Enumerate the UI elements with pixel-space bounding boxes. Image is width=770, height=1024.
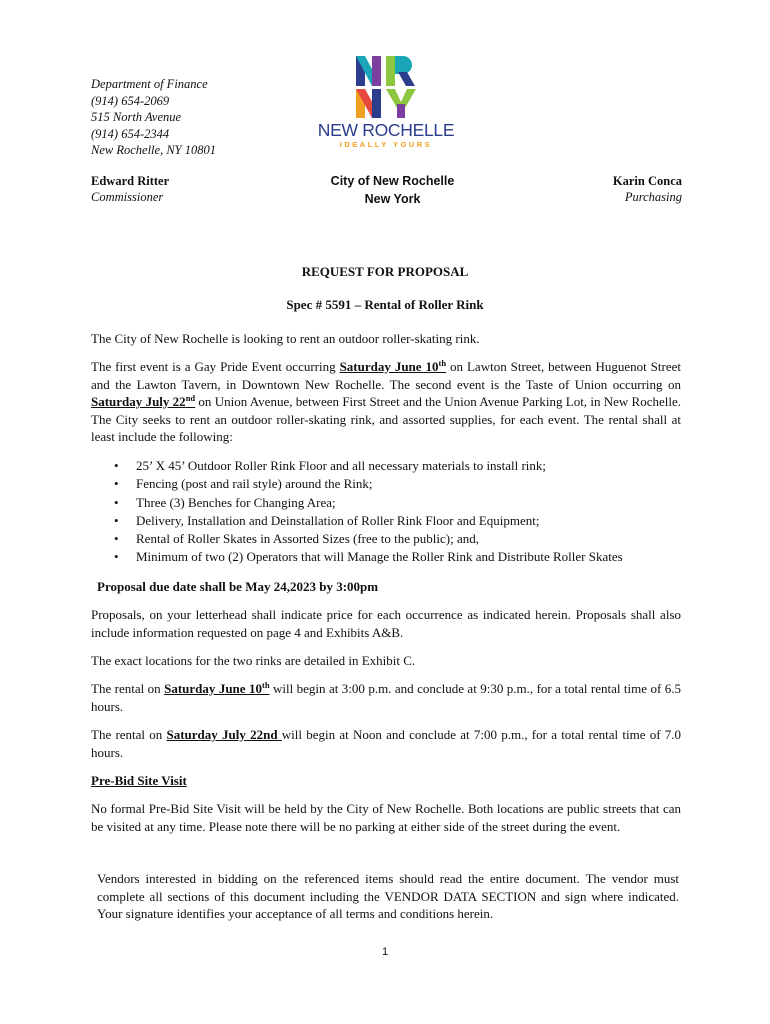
list-item: [106, 475, 686, 493]
prebid-heading-text: Pre-Bid Site Visit: [91, 773, 187, 788]
intro-paragraph: The City of New Rochelle is looking to rent an outdoor roller-skating rink.: [91, 331, 480, 346]
bullet-icon: •: [114, 494, 119, 510]
events-text: on Lawton Street, between Huguenot Street and the Lawton Tavern, in Downtown New Rochelle. The second event is the Taste of Union occurring on: [91, 359, 681, 392]
address-line: (914) 654-2344: [91, 126, 170, 141]
address-line: Department of Finance: [91, 77, 208, 91]
rental-date-1: [164, 681, 269, 696]
proposals-paragraph: Proposals, on your letterhead shall indicate price for each occurrence as indicated herein. Proposals shall also include information requested on page 4 and Exhibits A&B.: [91, 607, 681, 640]
list-item-text: Rental of Roller Skates in Assorted Sizes (free to the public); and,: [136, 531, 479, 547]
events-text: on Union Avenue, between First Street and the Union Avenue Parking Lot, in New Rochelle. The City seeks to rent an outdoor roller-skating rink, and assorted supplies, for each event. The rental shall at least include the following:: [91, 394, 681, 444]
rental-requirements-list: [106, 457, 686, 567]
city-heading: [300, 172, 485, 208]
purchasing-title: Purchasing: [624, 190, 682, 204]
new-rochelle-logo: [316, 54, 456, 150]
purchasing-name: Karin Conca: [612, 174, 682, 188]
commissioner-title: Commissioner: [91, 190, 164, 204]
event-date-2-text: Saturday July 22: [91, 394, 186, 409]
ordinal-suffix: nd: [185, 393, 196, 403]
prebid-heading: [91, 772, 681, 790]
city-name: City of New Rochelle: [330, 174, 455, 188]
state-name: New York: [364, 192, 421, 206]
address-line: 515 North Avenue: [91, 110, 182, 124]
bullet-icon: •: [114, 549, 119, 565]
nrny-logo-mark: [316, 54, 456, 120]
ordinal-suffix: th: [438, 358, 447, 368]
events-paragraph: [91, 358, 681, 446]
list-item: [106, 548, 686, 566]
rental-june-paragraph: [91, 680, 681, 715]
rental-july-paragraph: [91, 726, 681, 761]
address-line: (914) 654-2069: [91, 93, 170, 108]
bullet-icon: •: [114, 512, 119, 528]
spec-title: Spec # 5591 – Rental of Roller Rink: [286, 297, 484, 312]
rental-date-1-text: Saturday June 10: [164, 681, 262, 696]
bullet-icon: •: [114, 476, 119, 492]
rental-text: The rental on: [91, 727, 167, 742]
bullet-icon: •: [114, 531, 119, 547]
rental-text: The rental on: [91, 681, 165, 696]
logo-wordmark: NEW ROCHELLE: [317, 120, 455, 140]
bullet-icon: •: [114, 458, 119, 473]
rental-text: will begin at Noon and conclude at 7:00 p.m., for a total rental time of 7.0 hours.: [91, 727, 682, 760]
events-text: The first event is a Gay Pride Event occurring: [91, 359, 340, 374]
event-date-1-text: Saturday June 10: [339, 359, 439, 374]
event-date-1: [340, 359, 447, 374]
rental-text: will begin at 3:00 p.m. and conclude at 9:30 p.m., for a total rental time of 6.5 hours.: [91, 681, 681, 714]
list-item-text: 25’ X 45’ Outdoor Roller Rink Floor and all necessary materials to install rink;: [136, 458, 547, 473]
list-item-text: Minimum of two (2) Operators that will Manage the Roller Rink and Distribute Roller Skates: [136, 549, 623, 565]
address-line: New Rochelle, NY 10801: [91, 143, 216, 157]
commissioner-name: Edward Ritter: [91, 174, 170, 188]
list-item: [106, 457, 686, 475]
list-item: [106, 494, 686, 512]
list-item-text: Delivery, Installation and Deinstallation of Roller Rink Floor and Equipment;: [136, 512, 540, 528]
document-title: REQUEST FOR PROPOSAL: [301, 264, 469, 279]
page-number: 1: [381, 946, 389, 958]
rental-date-2: Saturday July 22nd: [166, 727, 282, 742]
purchasing-block: [560, 173, 682, 205]
logo-tagline: IDEALLY YOURS: [339, 140, 433, 149]
prebid-paragraph: No formal Pre-Bid Site Visit will be held by the City of New Rochelle. Both locations are public streets that can be visited at any time. Please note there will be no parking at either side of the street during the event.: [91, 801, 681, 834]
list-item-text: Three (3) Benches for Changing Area;: [136, 494, 336, 510]
department-address-block: [91, 76, 216, 159]
event-date-2: [91, 394, 195, 409]
list-item-text: Fencing (post and rail style) around the Rink;: [136, 476, 373, 492]
list-item: [106, 530, 686, 548]
list-item: [106, 512, 686, 530]
commissioner-block: [91, 173, 169, 205]
proposal-due-date: Proposal due date shall be May 24,2023 by 3:00pm: [97, 579, 379, 594]
ordinal-suffix: th: [262, 680, 270, 690]
vendors-paragraph: Vendors interested in bidding on the referenced items should read the entire document. The vendor must complete all sections of this document including the VENDOR DATA SECTION and sign where indicated. Your signature identifies your acceptance of all terms and conditions herein.: [97, 871, 679, 921]
locations-paragraph: The exact locations for the two rinks are detailed in Exhibit C.: [91, 653, 416, 668]
